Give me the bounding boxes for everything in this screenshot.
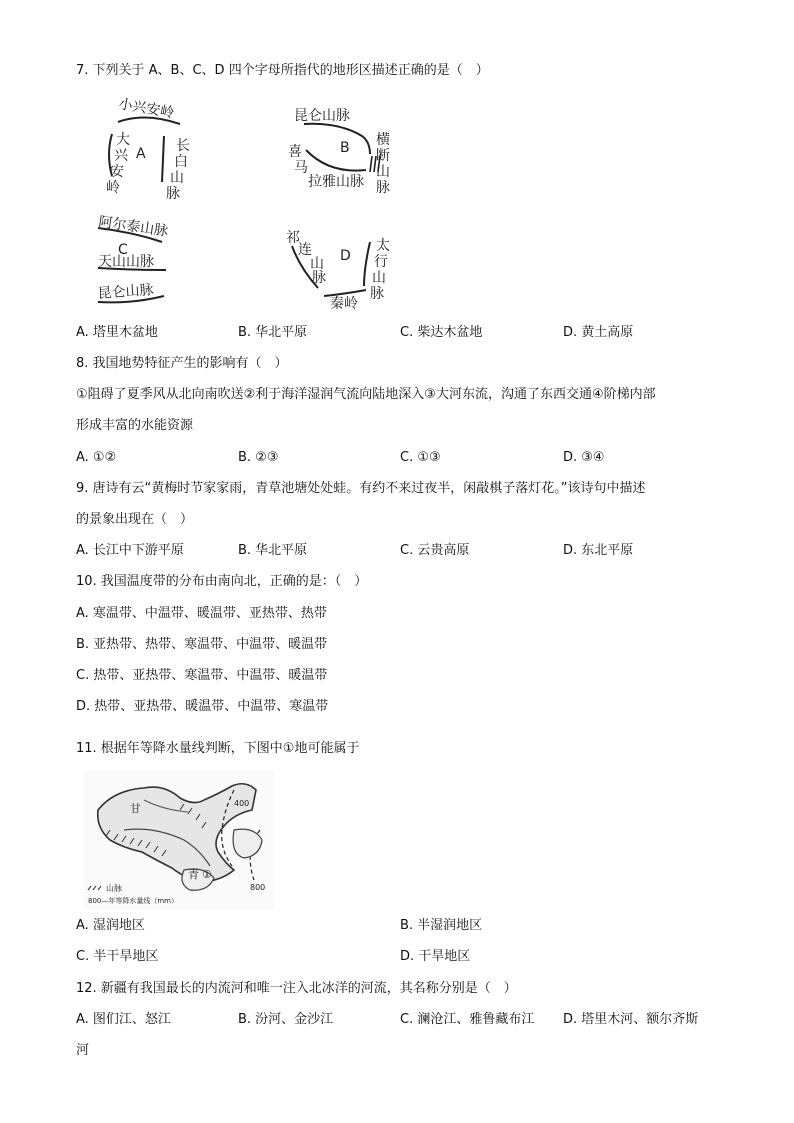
fig-b-bottom-label: 拉雅山脉 xyxy=(308,174,364,190)
q12-option-a[interactable]: A. 图们江、怒江 xyxy=(76,1012,171,1027)
svg-text:岭: 岭 xyxy=(106,180,120,196)
fig-c-letter: C xyxy=(118,242,128,258)
q11-precipitation-map xyxy=(84,770,274,910)
fig-d-bottom-label: 秦岭 xyxy=(330,296,358,312)
q7-figure-a xyxy=(90,92,200,210)
svg-text:山: 山 xyxy=(310,256,324,272)
q10-option-b[interactable]: B. 亚热带、热带、寒温带、中温带、暖温带 xyxy=(76,637,328,652)
q8-body-line1: ①阻碍了夏季风从北向南吹送②利于海洋湿润气流向陆地深入③大河东流，沟通了东西交通④阶梯内部 xyxy=(76,387,656,402)
svg-text:脉: 脉 xyxy=(376,180,390,196)
q8-option-c[interactable]: C. ①③ xyxy=(400,450,441,465)
svg-text:白: 白 xyxy=(174,154,188,170)
svg-text:山: 山 xyxy=(376,164,390,180)
map-label-gan: 甘 xyxy=(130,802,141,815)
fig-d-right-label xyxy=(370,237,390,302)
q7-option-b[interactable]: B. 华北平原 xyxy=(238,325,308,340)
q9-stem-line1: 9. 唐诗有云“黄梅时节家家雨，青草池塘处处蛙。有约不来过夜半，闲敲棋子落灯花。”该诗句中描述 xyxy=(76,481,646,496)
q7-stem: 7. 下列关于 A、B、C、D 四个字母所指代的地形区描述正确的是（ ） xyxy=(76,63,489,78)
q9-option-d[interactable]: D. 东北平原 xyxy=(563,543,634,558)
map-legend-mountain: 山脉 xyxy=(106,884,122,893)
q9-option-a[interactable]: A. 长江中下游平原 xyxy=(76,543,184,558)
q7-figure-b xyxy=(284,102,404,202)
svg-text:横: 横 xyxy=(376,132,390,148)
svg-text:长: 长 xyxy=(176,138,190,154)
svg-text:马: 马 xyxy=(294,160,308,176)
svg-text:山: 山 xyxy=(170,170,184,186)
q7-option-c[interactable]: C. 柴达木盆地 xyxy=(400,325,483,340)
fig-b-right-label xyxy=(376,131,390,196)
q12-option-d-wrap: 河 xyxy=(76,1043,90,1058)
q8-option-b[interactable]: B. ②③ xyxy=(238,450,279,465)
q10-stem: 10. 我国温度带的分布由南向北，正确的是：（ ） xyxy=(76,574,368,589)
fig-c-bottom-label: 昆仑山脉 xyxy=(97,282,155,302)
q11-option-b[interactable]: B. 半湿润地区 xyxy=(400,918,483,933)
fig-a-letter: A xyxy=(136,146,146,162)
svg-text:脉: 脉 xyxy=(370,286,384,302)
q12-stem: 12. 新疆有我国最长的内流河和唯一注入北冰洋的河流，其名称分别是（ ） xyxy=(76,981,517,996)
q10-option-a[interactable]: A. 寒温带、中温带、暖温带、亚热带、热带 xyxy=(76,606,327,621)
svg-text:行: 行 xyxy=(374,254,388,270)
fig-b-letter: B xyxy=(340,140,350,156)
q11-option-d[interactable]: D. 干旱地区 xyxy=(400,949,471,964)
fig-a-top-label: 小兴安岭 xyxy=(117,96,176,122)
q12-option-c[interactable]: C. 澜沧江、雅鲁藏布江 xyxy=(400,1012,535,1027)
q12-option-d[interactable]: D. 塔里木河、额尔齐斯 xyxy=(563,1012,699,1027)
map-iso-400: 400 xyxy=(234,799,250,808)
svg-text:断: 断 xyxy=(376,148,390,164)
fig-c-middle-label: 天山山脉 xyxy=(98,254,154,270)
fig-b-left-label xyxy=(288,143,308,176)
svg-text:山: 山 xyxy=(372,270,386,286)
q10-option-c[interactable]: C. 热带、亚热带、寒温带、中温带、暖温带 xyxy=(76,668,328,683)
q9-option-c[interactable]: C. 云贵高原 xyxy=(400,543,470,558)
map-legend-isoline: 800—年等降水量线（mm） xyxy=(88,897,178,905)
fig-a-right-label xyxy=(166,138,190,202)
map-iso-800: 800 xyxy=(250,883,266,892)
q7-figure-d xyxy=(284,228,404,312)
svg-text:连: 连 xyxy=(298,242,312,258)
q9-stem-line2: 的景象出现在（ ） xyxy=(76,512,194,527)
svg-text:兴: 兴 xyxy=(114,148,128,164)
q11-option-a[interactable]: A. 湿润地区 xyxy=(76,918,145,933)
q11-option-c[interactable]: C. 半干旱地区 xyxy=(76,949,159,964)
q7-figure-c xyxy=(92,208,192,312)
q7-option-d[interactable]: D. 黄土高原 xyxy=(563,325,634,340)
q12-option-b[interactable]: B. 汾河、金沙江 xyxy=(238,1012,334,1027)
q10-option-d[interactable]: D. 热带、亚热带、暖温带、中温带、寒温带 xyxy=(76,699,329,714)
q9-option-b[interactable]: B. 华北平原 xyxy=(238,543,308,558)
q7-option-a[interactable]: A. 塔里木盆地 xyxy=(76,325,158,340)
svg-text:太: 太 xyxy=(376,238,390,254)
svg-text:祁: 祁 xyxy=(286,230,300,246)
fig-d-letter: D xyxy=(340,248,351,264)
q8-option-a[interactable]: A. ①② xyxy=(76,450,117,465)
fig-d-left-label xyxy=(286,230,326,286)
q8-body-line2: 形成丰富的水能资源 xyxy=(76,418,194,433)
map-label-qing: 青 xyxy=(188,868,199,881)
svg-text:脉: 脉 xyxy=(312,270,326,286)
map-marker-1: ① xyxy=(202,868,212,881)
fig-c-top-label: 阿尔泰山脉 xyxy=(97,214,169,240)
fig-a-left-char: 大 xyxy=(116,132,130,148)
svg-text:安: 安 xyxy=(110,164,124,180)
q8-stem: 8. 我国地势特征产生的影响有（ ） xyxy=(76,356,288,371)
fig-b-top-label: 昆仑山脉 xyxy=(294,108,350,124)
svg-text:脉: 脉 xyxy=(166,186,180,202)
q11-stem: 11. 根据年等降水量线判断，下图中①地可能属于 xyxy=(76,741,360,756)
svg-text:喜: 喜 xyxy=(288,144,302,160)
q8-option-d[interactable]: D. ③④ xyxy=(563,450,605,465)
